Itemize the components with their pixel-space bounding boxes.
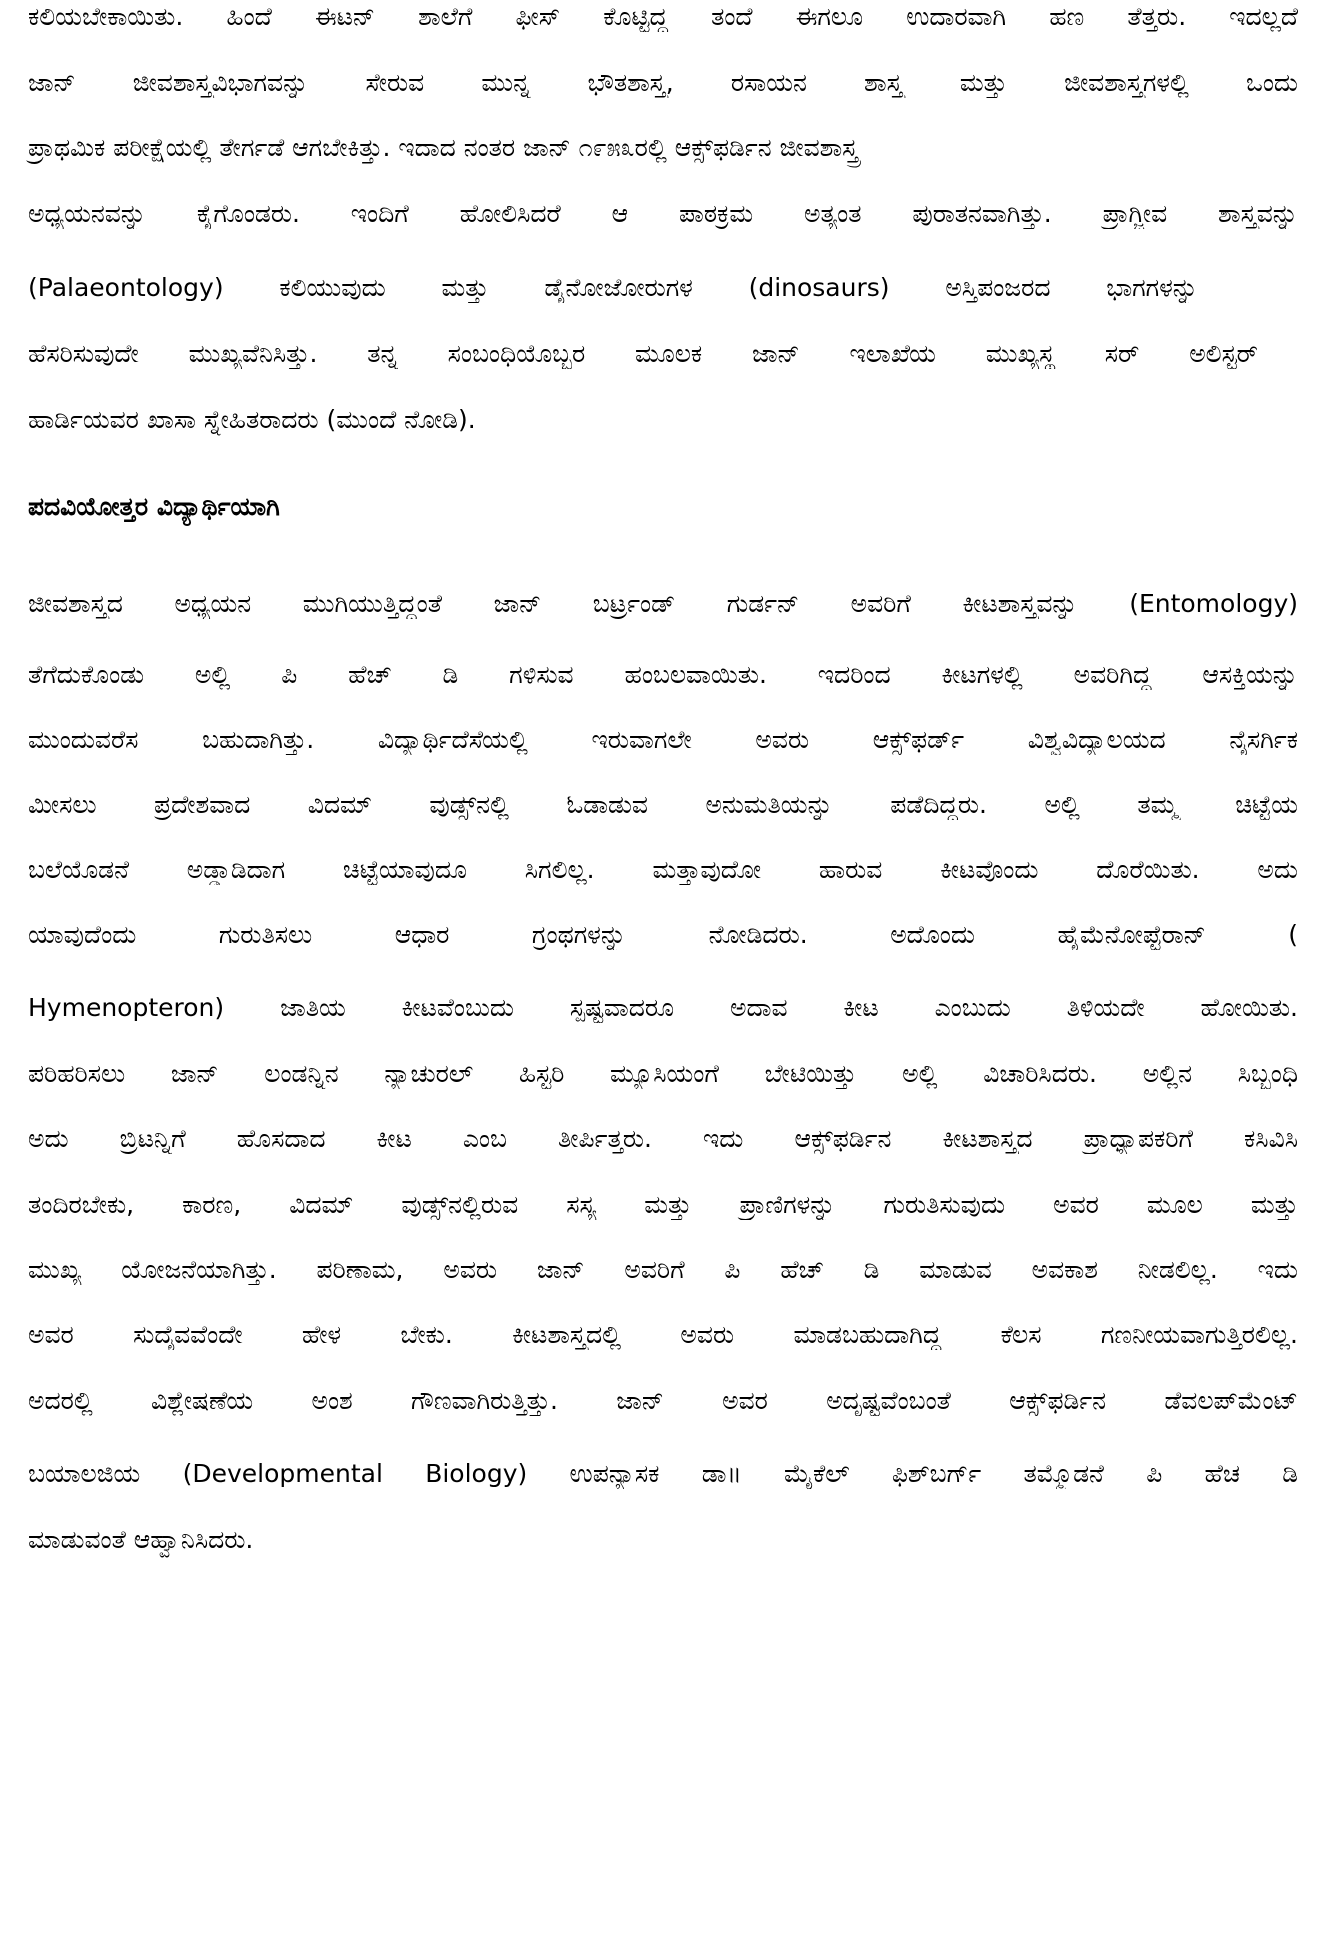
paragraph-line: ಅದರಲ್ಲಿ ವಿಶ್ಲೇಷಣೆಯ ಅಂಶ ಗೌಣವಾಗಿರುತ್ತಿತ್ತು. ಜಾನ್ ಅವರ ಅದೃಷ್ಟವೆಂಬಂತೆ ಆಕ್ಸ್‌ಫರ್ಡಿನ ಡೆವಲಪ್‌ಮೆಂಟ್ bbox=[28, 1386, 1298, 1415]
paragraph-line: ಅವರ ಸುದೈವವೆಂದೇ ಹೇಳ ಬೇಕು. ಕೀಟಶಾಸ್ತ್ರದಲ್ಲಿ ಅವರು ಮಾಡಬಹುದಾಗಿದ್ದ ಕೆಲಸ ಗಣನೀಯವಾಗುತ್ತಿರಲಿಲ್ಲ. bbox=[28, 1320, 1298, 1349]
paragraph-line: ಕಲಿಯಬೇಕಾಯಿತು. ಹಿಂದೆ ಈಟನ್ ಶಾಲೆಗೆ ಫೀಸ್ ಕೊಟ್ಟಿದ್ದ ತಂದೆ ಈಗಲೂ ಉದಾರವಾಗಿ ಹಣ ತೆತ್ತರು. ಇದಲ್ಲದೆ bbox=[28, 2, 1298, 31]
paragraph-line: ಮೀಸಲು ಪ್ರದೇಶವಾದ ವಿದಮ್ ವುಡ್ಸ್‌ನಲ್ಲಿ ಓಡಾಡುವ ಅನುಮತಿಯನ್ನು ಪಡೆದಿದ್ದರು. ಅಲ್ಲಿ ತಮ್ಮ ಚಿಟ್ಟೆಯ bbox=[28, 790, 1298, 819]
paragraph-line: ಜೀವಶಾಸ್ತ್ರದ ಅಧ್ಯಯನ ಮುಗಿಯುತ್ತಿದ್ದಂತೆ ಜಾನ್ ಬರ್ಟ್ರಂಡ್ ಗುರ್ಡನ್ ಅವರಿಗೆ ಕೀಟಶಾಸ್ತ್ರವನ್ನು (Entomology) bbox=[28, 589, 1298, 618]
paragraph-line: ತೆಗೆದುಕೊಂಡು ಅಲ್ಲಿ ಪಿ ಹೆಚ್ ಡಿ ಗಳಿಸುವ ಹಂಬಲವಾಯಿತು. ಇದರಿಂದ ಕೀಟಗಳಲ್ಲಿ ಅವರಿಗಿದ್ದ ಆಸಕ್ತಿಯನ್ನು bbox=[28, 660, 1298, 689]
section-heading: ಪದವಿಯೋತ್ತರ ವಿದ್ಯಾರ್ಥಿಯಾಗಿ bbox=[28, 492, 280, 521]
paragraph-line: ಹಾರ್ಡಿಯವರ ಖಾಸಾ ಸ್ನೇಹಿತರಾದರು (ಮುಂದೆ ನೋಡಿ). bbox=[28, 405, 476, 434]
paragraph-line: ತಂದಿರಬೇಕು, ಕಾರಣ, ವಿದಮ್ ವುಡ್ಸ್‌ನಲ್ಲಿರುವ ಸಸ್ಯ ಮತ್ತು ಪ್ರಾಣಿಗಳನ್ನು ಗುರುತಿಸುವುದು ಅವರ ಮೂಲ ಮತ್ತು bbox=[28, 1190, 1298, 1219]
paragraph-line: ಯಾವುದೆಂದು ಗುರುತಿಸಲು ಆಧಾರ ಗ್ರಂಥಗಳನ್ನು ನೋಡಿದರು. ಅದೊಂದು ಹೈಮೆನೋಪ್ಟೆರಾನ್ ( bbox=[28, 920, 1298, 949]
paragraph-line: ಅಧ್ಯಯನವನ್ನು ಕೈಗೊಂಡರು. ಇಂದಿಗೆ ಹೋಲಿಸಿದರೆ ಆ ಪಾಠಕ್ರಮ ಅತ್ಯಂತ ಪುರಾತನವಾಗಿತ್ತು. ಪ್ರಾಗ್ಜೀವ ಶಾಸ್ತ್ರವನ್ನು bbox=[28, 199, 1298, 228]
paragraph-line: ಪರಿಹರಿಸಲು ಜಾನ್ ಲಂಡನ್ನಿನ ನ್ಯಾಚುರಲ್ ಹಿಸ್ಟರಿ ಮ್ಯೂಸಿಯಂಗೆ ಬೇಟಿಯಿತ್ತು ಅಲ್ಲಿ ವಿಚಾರಿಸಿದರು. ಅಲ್ಲಿನ ಸಿಬ್ಬಂಧಿ bbox=[28, 1059, 1298, 1088]
paragraph-line: ಜಾನ್ ಜೀವಶಾಸ್ತ್ರವಿಭಾಗವನ್ನು ಸೇರುವ ಮುನ್ನ ಭೌತಶಾಸ್ತ್ರ, ರಸಾಯನ ಶಾಸ್ತ್ರ ಮತ್ತು ಜೀವಶಾಸ್ತ್ರಗಳಲ್ಲಿ ಒಂದು bbox=[28, 68, 1298, 97]
paragraph-line: (Palaeontology) ಕಲಿಯುವುದು ಮತ್ತು ಡೈನೋಜೋರುಗಳ (dinosaurs) ಅಸ್ತಿಪಂಜರದ ಭಾಗಗಳನ್ನು bbox=[28, 273, 1198, 302]
paragraph-line: ಮಾಡುವಂತೆ ಆಹ್ವಾನಿಸಿದರು. bbox=[28, 1525, 254, 1554]
paragraph-line: ಮುಖ್ಯ ಯೋಜನೆಯಾಗಿತ್ತು. ಪರಿಣಾಮ, ಅವರು ಜಾನ್ ಅವರಿಗೆ ಪಿ ಹೆಚ್ ಡಿ ಮಾಡುವ ಅವಕಾಶ ನೀಡಲಿಲ್ಲ. ಇದು bbox=[28, 1255, 1298, 1284]
paragraph-line: ಪ್ರಾಥಮಿಕ ಪರೀಕ್ಷೆಯಲ್ಲಿ ತೇರ್ಗಡೆ ಆಗಬೇಕಿತ್ತು. ಇದಾದ ನಂತರ ಜಾನ್ ೧೯೫೩ರಲ್ಲಿ ಆಕ್ಸ್‌ಫರ್ಡಿನ ಜೀವಶಾಸ್ತ್ರ bbox=[28, 133, 859, 162]
paragraph-line: ಹೆಸರಿಸುವುದೇ ಮುಖ್ಯವೆನಿಸಿತ್ತು. ತನ್ನ ಸಂಬಂಧಿಯೊಬ್ಬರ ಮೂಲಕ ಜಾನ್ ಇಲಾಖೆಯ ಮುಖ್ಯಸ್ಥ ಸರ್ ಅಲಿಸ್ಟರ್ bbox=[28, 339, 1258, 368]
paragraph-line: Hymenopteron) ಜಾತಿಯ ಕೀಟವೆಂಬುದು ಸ್ಪಷ್ಟವಾದರೂ ಅದಾವ ಕೀಟ ಎಂಬುದು ತಿಳಿಯದೇ ಹೋಯಿತು. bbox=[28, 993, 1298, 1022]
paragraph-line: ಬಯಾಲಜಿಯ (Developmental Biology) ಉಪನ್ಯಾಸಕ ಡಾ॥ ಮೈಕೆಲ್ ಫಿಶ್‌ಬರ್ಗ್ ತಮ್ಮೊಡನೆ ಪಿ ಹೆಚ ಡಿ bbox=[28, 1459, 1298, 1488]
paragraph-line: ಮುಂದುವರೆಸ ಬಹುದಾಗಿತ್ತು. ವಿದ್ಯಾರ್ಥಿದೆಸೆಯಲ್ಲಿ ಇರುವಾಗಲೇ ಅವರು ಆಕ್ಸ್‌ಫರ್ಡ್ ವಿಶ್ವವಿದ್ಯಾಲಯದ ನೈಸರ್ಗಿಕ bbox=[28, 725, 1298, 754]
paragraph-line: ಅದು ಬ್ರಿಟನ್ನಿಗೆ ಹೊಸದಾದ ಕೀಟ ಎಂಬ ತೀರ್ಪಿತ್ತರು. ಇದು ಆಕ್ಸ್‌ಫರ್ಡಿನ ಕೀಟಶಾಸ್ತ್ರದ ಪ್ರಾಧ್ಯಾಪಕರಿಗೆ ಕಸಿವಿಸಿ bbox=[28, 1124, 1298, 1153]
paragraph-line: ಬಲೆಯೊಡನೆ ಅಡ್ಡಾಡಿದಾಗ ಚಿಟ್ಟೆಯಾವುದೂ ಸಿಗಲಿಲ್ಲ. ಮತ್ತಾವುದೋ ಹಾರುವ ಕೀಟವೊಂದು ದೊರೆಯಿತು. ಅದು bbox=[28, 855, 1298, 884]
